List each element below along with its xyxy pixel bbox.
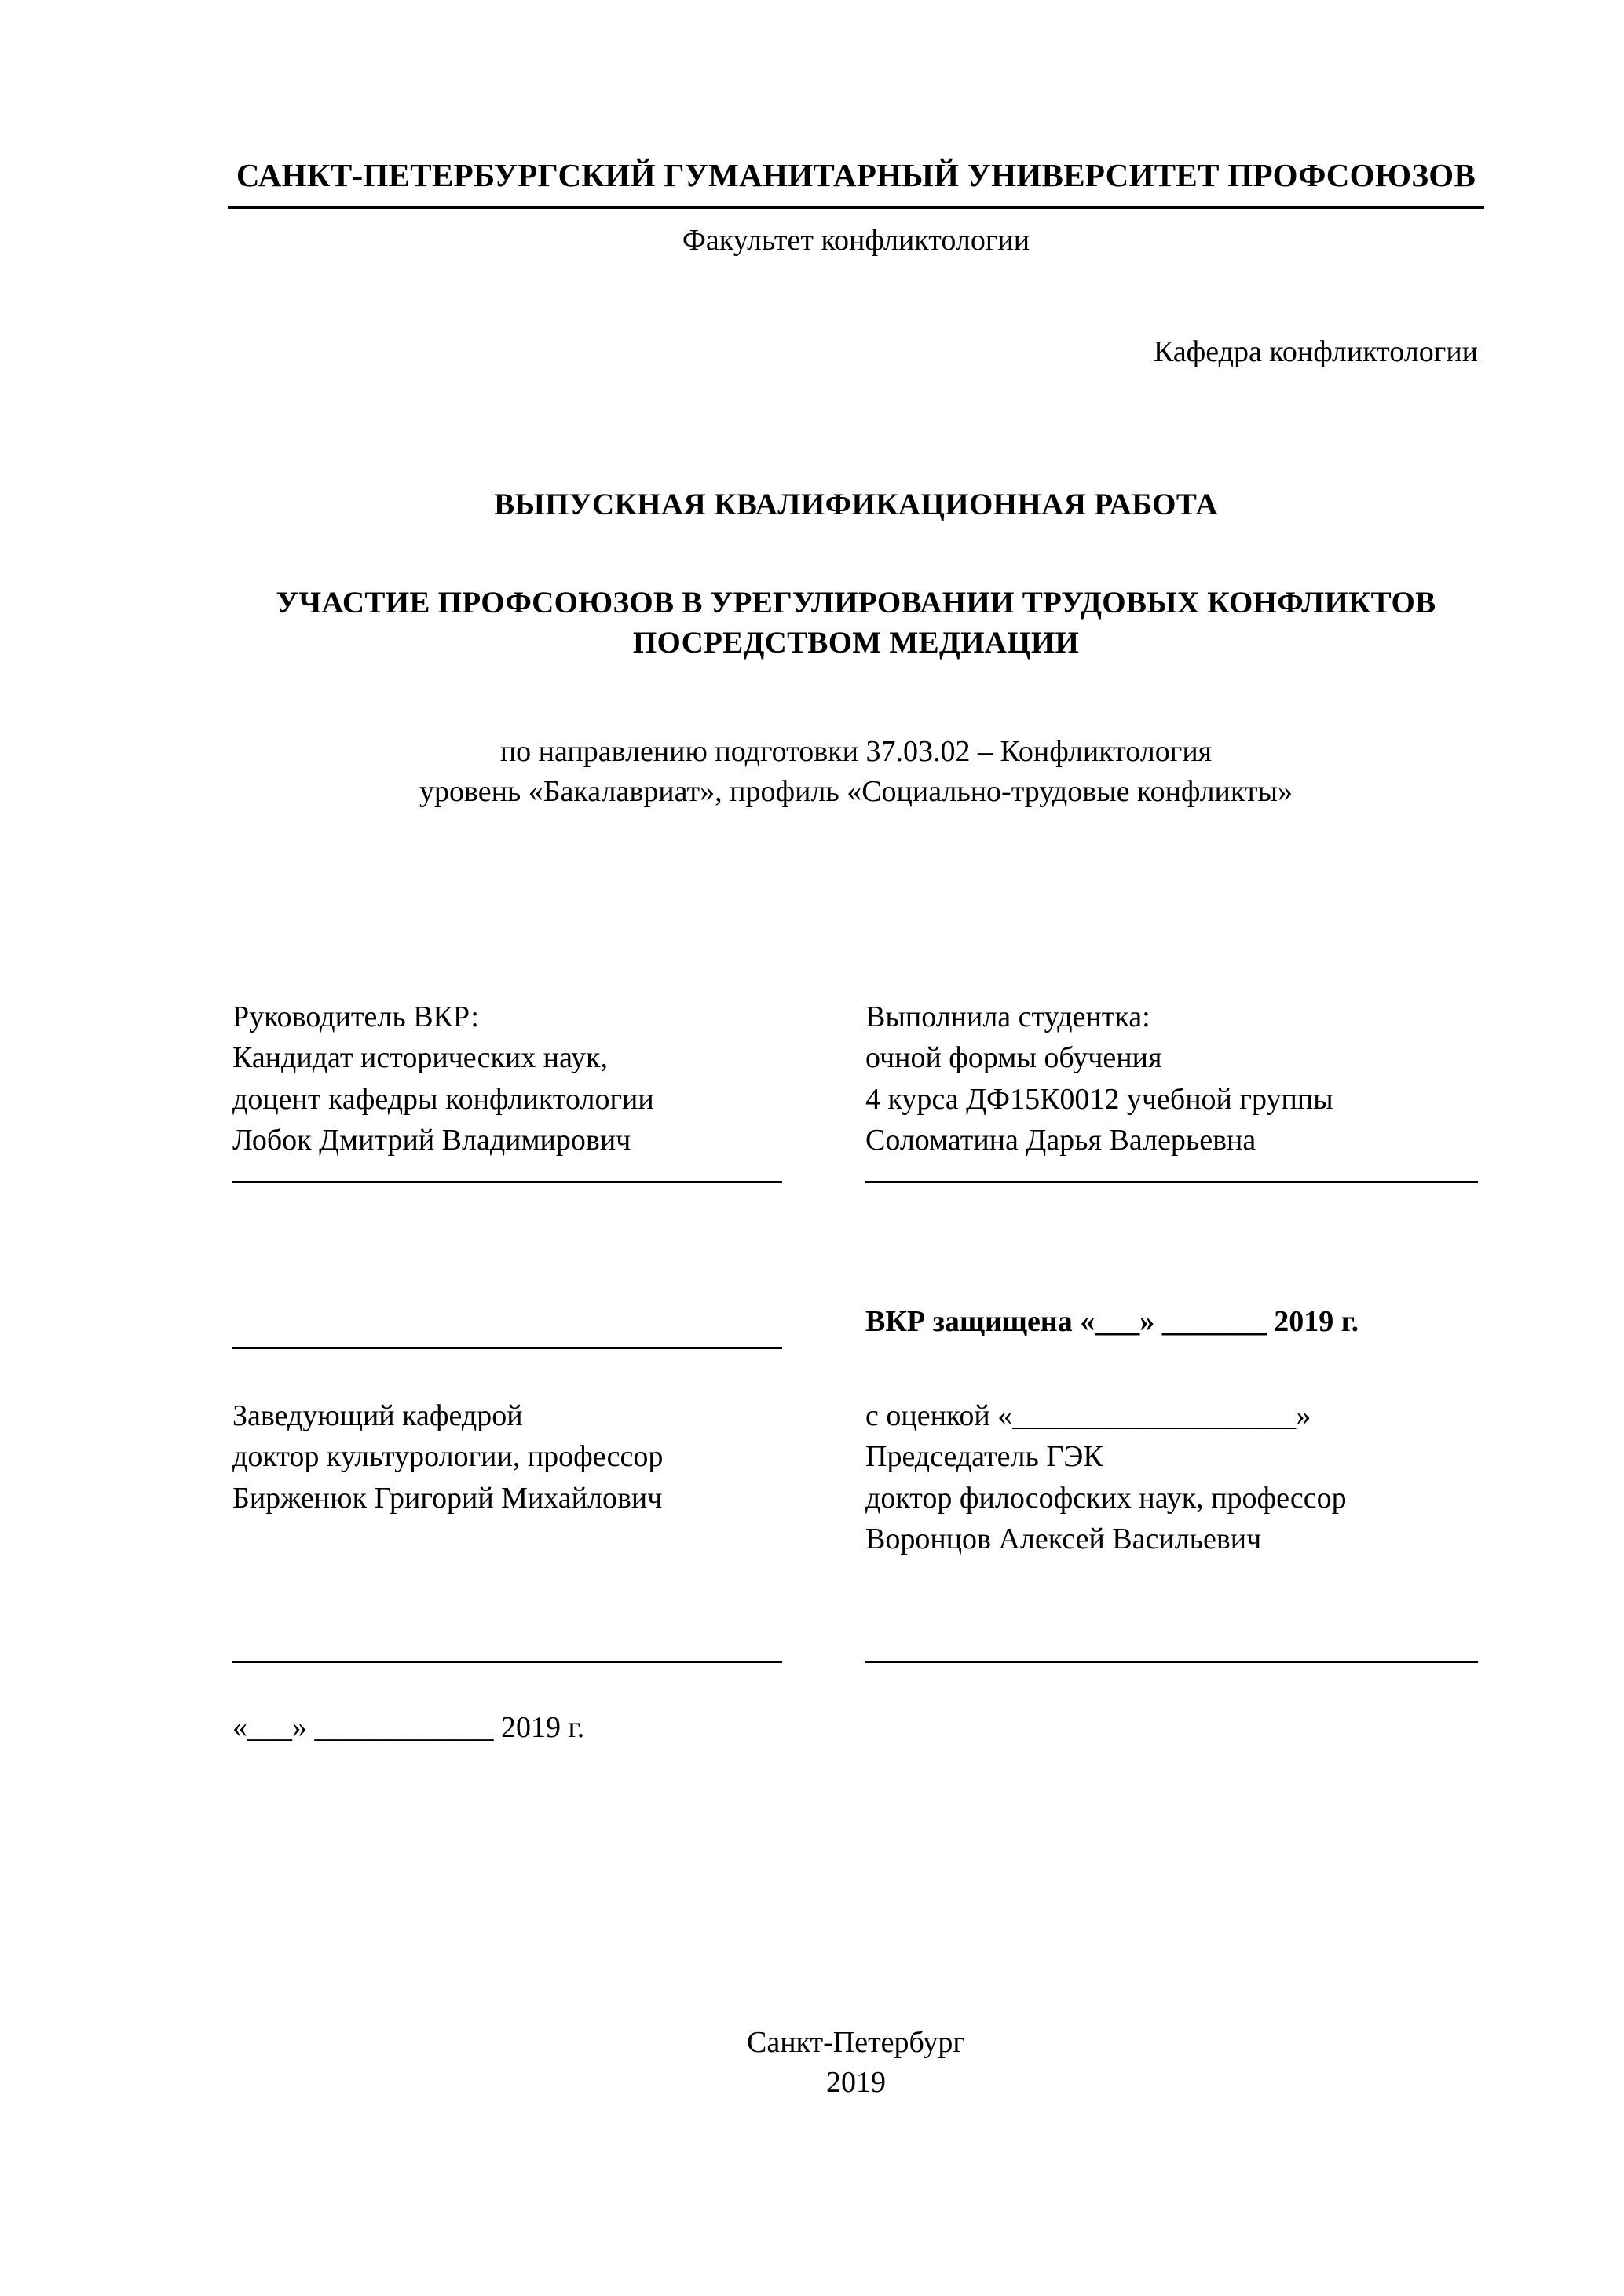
footer-year: 2019 [826, 2066, 886, 2100]
chair-signature-line [865, 1661, 1478, 1663]
head-degree: доктор культурологии, профессор [232, 1440, 664, 1474]
head-bottom-signature-block [232, 1640, 814, 1748]
defense-block [865, 1301, 1486, 1342]
footer-block [228, 2023, 1484, 2104]
chair-label: Председатель ГЭК [865, 1440, 1103, 1474]
work-title: УЧАСТИЕ ПРОФСОЮЗОВ В УРЕГУЛИРОВАНИИ ТРУДОВЫХ КОНФЛИКТОВ ПОСРЕДСТВОМ МЕДИАЦИИ [276, 586, 1436, 660]
header-divider [228, 206, 1484, 209]
university-title: САНКТ-ПЕТЕРБУРГСКИЙ ГУМАНИТАРНЫЙ УНИВЕРСИТЕТ ПРОФСОЮЗОВ [236, 157, 1476, 193]
head-signature-line [232, 1347, 782, 1349]
document-type: ВЫПУСКНАЯ КВАЛИФИКАЦИОННАЯ РАБОТА [494, 488, 1218, 522]
student-signature-line [865, 1181, 1478, 1183]
chair-block [865, 1395, 1486, 1560]
supervisor-position: доцент кафедры конфликтологии [232, 1082, 654, 1116]
head-label: Заведующий кафедрой [232, 1398, 523, 1432]
student-block [865, 996, 1486, 1184]
student-form: очной формы обучения [865, 1041, 1162, 1075]
chair-name: Воронцов Алексей Васильевич [865, 1523, 1262, 1556]
student-name: Соломатина Дарья Валерьевна [865, 1124, 1256, 1157]
chair-degree: доктор философских наук, профессор [865, 1481, 1347, 1515]
head-signature-block [232, 1326, 814, 1349]
grade-line: с оценкой «___________________» [865, 1398, 1311, 1432]
supervisor-degree: Кандидат исторических наук, [232, 1041, 609, 1075]
supervisor-label: Руководитель ВКР: [232, 1000, 479, 1033]
head-date-line: «___» ____________ 2019 г. [232, 1710, 585, 1744]
document-content [228, 0, 1484, 2100]
supervisor-block [232, 996, 814, 1184]
head-of-department-block [232, 1395, 814, 1519]
chair-bottom-signature-block [865, 1640, 1486, 1663]
faculty-name: Факультет конфликтологии [682, 224, 1030, 258]
student-group: 4 курса ДФ15К0012 учебной группы [865, 1082, 1333, 1116]
program-level: уровень «Бакалавриат», профиль «Социально-трудовые конфликты» [419, 774, 1293, 808]
footer-city: Санкт-Петербург [746, 2026, 966, 2059]
head-name: Бирженюк Григорий Михайлович [232, 1481, 663, 1515]
student-label: Выполнила студентка: [865, 1000, 1150, 1033]
signature-area [228, 996, 1484, 1907]
supervisor-signature-line [232, 1181, 782, 1183]
program-direction: по направлению подготовки 37.03.02 – Конфликтология [499, 735, 1213, 769]
supervisor-name: Лобок Дмитрий Владимирович [232, 1124, 631, 1157]
head-bottom-signature-line [232, 1661, 782, 1663]
defense-date-line: ВКР защищена «___» _______ 2019 г. [865, 1304, 1359, 1338]
department-name: Кафедра конфликтологии [1153, 335, 1478, 369]
